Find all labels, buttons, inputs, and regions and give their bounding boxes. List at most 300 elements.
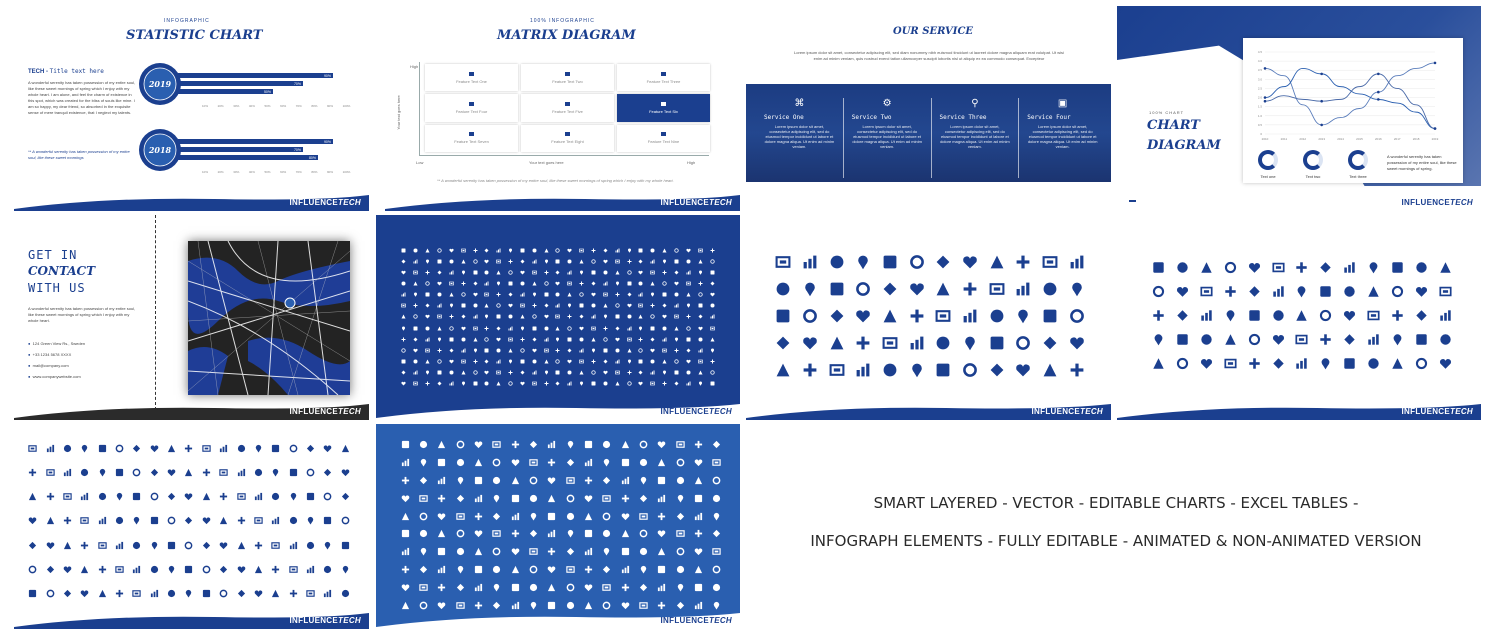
glyph-icon (434, 278, 446, 289)
contact-body: A wonderful serenity has taken possession of my entire soul, like these sweet mornings of spring which I enjoy with my whole heart. (28, 306, 136, 323)
glyph-icon (410, 367, 422, 378)
service-intro: Lorem ipsum dolor sit amet, consectetur adipiscing elit, sed diam nonummy nibh euismod tincidunt ut laoreet dolore magna aliquam erat volutpat. Ut wisi enim ad minim veniam, quis nostrud exerci tation ullamcorper suscipit lobortis nisl ut aliquip ex ea commodo consequat. Excepteur (794, 50, 1064, 61)
glyph-icon (671, 300, 683, 311)
x-tick-label: 2016 (1374, 137, 1382, 141)
glyph-icon (434, 267, 446, 278)
glyph-icon (1219, 327, 1243, 351)
glyph-icon (93, 533, 110, 557)
matrix-cell[interactable] (521, 125, 614, 152)
glyph-icon (588, 323, 600, 334)
glyph-icon (457, 334, 469, 345)
glyph-icon (706, 245, 718, 256)
glyph-icon (422, 245, 434, 256)
year-label: 2018 (148, 145, 172, 155)
glyph-icon (552, 245, 564, 256)
glyph-icon (635, 278, 647, 289)
glyph-icon (528, 356, 540, 367)
year-label: 2019 (148, 79, 172, 89)
glyph-icon (706, 356, 718, 367)
glyph-icon (552, 356, 564, 367)
glyph-icon (708, 561, 726, 579)
glyph-icon (576, 245, 588, 256)
glyph-icon (540, 334, 552, 345)
tick-label: 20% (217, 104, 224, 108)
icon-grid (398, 245, 718, 389)
glyph-icon (93, 460, 110, 484)
glyph-icon (611, 356, 623, 367)
glyph-icon (451, 561, 469, 579)
glyph-icon (1171, 327, 1195, 351)
glyph-icon (433, 543, 451, 561)
glyph-icon (903, 329, 930, 356)
y-tick-label: 2.5 (1257, 86, 1262, 91)
glyph-icon (434, 367, 446, 378)
glyph-icon (552, 267, 564, 278)
service-title: Service Four (1027, 114, 1071, 121)
glyph-icon (1290, 303, 1314, 327)
glyph-icon (451, 578, 469, 596)
glyph-icon (493, 300, 505, 311)
glyph-icon (528, 367, 540, 378)
glyph-icon (232, 509, 249, 533)
glyph-icon (903, 276, 930, 303)
glyph-icon (434, 334, 446, 345)
glyph-icon (653, 507, 671, 525)
glyph-icon (623, 289, 635, 300)
glyph-icon (598, 578, 616, 596)
glyph-icon (1314, 303, 1338, 327)
glyph-icon (653, 578, 671, 596)
glyph-icon (250, 509, 267, 533)
service-item[interactable] (843, 98, 931, 178)
slide-icons-blue[interactable] (376, 424, 740, 629)
glyph-icon (524, 454, 542, 472)
glyph-icon (616, 489, 634, 507)
glyph-icon (528, 323, 540, 334)
gauge (1298, 150, 1328, 184)
glyph-icon (1433, 279, 1457, 303)
tick-label: 60% (280, 170, 287, 174)
glyph-icon (433, 436, 451, 454)
glyph-icon (671, 454, 689, 472)
contact-website[interactable]: www.companywebsite.com (32, 374, 81, 379)
glyph-icon (850, 249, 877, 276)
glyph-icon (1266, 255, 1290, 279)
glyph-icon (552, 300, 564, 311)
glyph-icon (540, 345, 552, 356)
contact-email-row (28, 363, 69, 368)
glyph-icon (506, 561, 524, 579)
glyph-icon (128, 436, 145, 460)
glyph-icon (59, 557, 76, 581)
globe-icon: ● (28, 374, 31, 379)
glyph-icon (598, 543, 616, 561)
glyph-icon (797, 276, 824, 303)
glyph-icon (24, 533, 41, 557)
glyph-icon (576, 256, 588, 267)
matrix-cell-label: Feature Text Seven (454, 139, 489, 145)
glyph-icon (337, 533, 354, 557)
glyph-icon (1063, 249, 1090, 276)
glyph-icon (564, 289, 576, 300)
glyph-icon (1409, 279, 1433, 303)
glyph-icon (588, 256, 600, 267)
glyph-icon (671, 507, 689, 525)
glyph-icon (493, 367, 505, 378)
contact-email[interactable]: mail@company.com (32, 363, 69, 368)
glyph-icon (561, 561, 579, 579)
glyph-icon (797, 329, 824, 356)
glyph-icon (422, 278, 434, 289)
glyph-icon (146, 582, 163, 606)
glyph-icon (543, 578, 561, 596)
glyph-icon (1171, 351, 1195, 375)
glyph-icon (422, 378, 434, 389)
glyph-icon (588, 356, 600, 367)
glyph-icon (215, 485, 232, 509)
tick-label: 40% (248, 170, 255, 174)
icon-grid (1147, 255, 1457, 375)
glyph-icon (706, 311, 718, 322)
glyph-icon (445, 334, 457, 345)
matrix-kicker: 100% INFOGRAPHIC (530, 18, 595, 24)
glyph-icon (111, 460, 128, 484)
service-title: Service Two (851, 114, 892, 121)
glyph-icon (76, 485, 93, 509)
glyph-icon (41, 460, 58, 484)
feature-icon (661, 72, 666, 76)
glyph-icon (694, 334, 706, 345)
glyph-icon (576, 278, 588, 289)
glyph-icon (623, 300, 635, 311)
glyph-icon (877, 303, 904, 330)
glyph-icon (682, 300, 694, 311)
glyph-icon (770, 249, 797, 276)
glyph-icon (1171, 279, 1195, 303)
glyph-icon (540, 300, 552, 311)
x-tick-label: 2011 (1280, 137, 1288, 141)
glyph-icon (823, 356, 850, 383)
glyph-icon (671, 356, 683, 367)
glyph-icon (396, 489, 414, 507)
glyph-icon (445, 300, 457, 311)
slide-statistic-chart[interactable] (14, 6, 369, 211)
glyph-icon (635, 245, 647, 256)
glyph-icon (146, 533, 163, 557)
glyph-icon (540, 245, 552, 256)
statistic-tech-label: TECH - (28, 69, 48, 75)
matrix-cell[interactable] (521, 94, 614, 121)
glyph-icon (398, 289, 410, 300)
glyph-icon (506, 578, 524, 596)
glyph-icon (410, 289, 422, 300)
glyph-icon (493, 256, 505, 267)
glyph-icon (445, 289, 457, 300)
glyph-icon (250, 582, 267, 606)
glyph-icon (647, 300, 659, 311)
glyph-icon (682, 289, 694, 300)
glyph-icon (128, 582, 145, 606)
glyph-icon (1362, 351, 1386, 375)
glyph-icon (433, 507, 451, 525)
glyph-icon (1219, 279, 1243, 303)
glyph-icon (671, 378, 683, 389)
glyph-icon (517, 311, 529, 322)
glyph-icon (770, 356, 797, 383)
glyph-icon (434, 245, 446, 256)
y-tick-label: 3.5 (1257, 68, 1262, 73)
glyph-icon (445, 311, 457, 322)
glyph-icon (232, 533, 249, 557)
glyph-icon (579, 507, 597, 525)
glyph-icon (599, 245, 611, 256)
glyph-icon (611, 245, 623, 256)
glyph-icon (689, 472, 707, 490)
glyph-icon (337, 460, 354, 484)
glyph-icon (599, 256, 611, 267)
glyph-icon (469, 323, 481, 334)
glyph-icon (422, 323, 434, 334)
glyph-icon (469, 334, 481, 345)
gauge-label: Text three (1349, 174, 1367, 179)
glyph-icon (588, 367, 600, 378)
y-tick-label: 0 (1260, 132, 1262, 136)
glyph-icon (469, 345, 481, 356)
glyph-icon (414, 525, 432, 543)
glyph-icon (694, 289, 706, 300)
glyph-icon (1010, 249, 1037, 276)
matrix-cell[interactable] (425, 125, 518, 152)
glyph-icon (267, 582, 284, 606)
glyph-icon (506, 543, 524, 561)
glyph-icon (706, 256, 718, 267)
glyph-icon (250, 460, 267, 484)
glyph-icon (694, 323, 706, 334)
glyph-icon (671, 334, 683, 345)
glyph-icon (24, 557, 41, 581)
data-point (1434, 127, 1437, 130)
matrix-cell[interactable] (521, 64, 614, 91)
glyph-icon (540, 289, 552, 300)
glyph-icon (457, 256, 469, 267)
glyph-icon (469, 454, 487, 472)
glyph-icon (689, 454, 707, 472)
glyph-icon (579, 436, 597, 454)
glyph-icon (493, 334, 505, 345)
glyph-icon (146, 436, 163, 460)
glyph-icon (505, 367, 517, 378)
glyph-icon (653, 454, 671, 472)
glyph-icon (250, 557, 267, 581)
glyph-icon (434, 256, 446, 267)
glyph-icon (616, 561, 634, 579)
tick-label: 50% (264, 104, 271, 108)
matrix-cell-label: Feature Text Six (649, 108, 678, 114)
glyph-icon (488, 578, 506, 596)
glyph-icon (708, 489, 726, 507)
glyph-icon (451, 454, 469, 472)
matrix-cell[interactable] (425, 64, 518, 91)
glyph-icon (689, 525, 707, 543)
glyph-icon (198, 533, 215, 557)
glyph-icon (623, 367, 635, 378)
glyph-icon (616, 525, 634, 543)
glyph-icon (506, 436, 524, 454)
service-item[interactable] (931, 98, 1019, 178)
x-tick-label: 2013 (1318, 137, 1326, 141)
glyph-icon (398, 278, 410, 289)
glyph-icon (469, 267, 481, 278)
glyph-icon (616, 436, 634, 454)
contact-web-row (28, 374, 81, 379)
tick-label: 80% (311, 104, 318, 108)
glyph-icon (647, 245, 659, 256)
glyph-icon (302, 533, 319, 557)
slide-contact[interactable] (14, 215, 369, 420)
slide-matrix-diagram[interactable] (385, 6, 740, 211)
matrix-note: ** A wonderful serenity has taken possession of my entire soul, like these sweet mornings of spring which I enjoy with my whole heart. (437, 178, 674, 183)
glyph-icon (488, 489, 506, 507)
glyph-icon (611, 267, 623, 278)
gauge-ring (1258, 150, 1278, 170)
data-point (1264, 67, 1267, 70)
glyph-icon (93, 509, 110, 533)
tick-label: 50% (264, 170, 271, 174)
service-item[interactable] (1018, 98, 1106, 178)
glyph-icon (561, 507, 579, 525)
location-icon: ● (28, 341, 31, 346)
glyph-icon (457, 323, 469, 334)
glyph-icon (1195, 255, 1219, 279)
glyph-icon (267, 436, 284, 460)
data-point (1377, 73, 1380, 76)
slide-icons-health[interactable] (1117, 215, 1481, 420)
glyph-icon (481, 278, 493, 289)
glyph-icon (398, 345, 410, 356)
matrix-cell[interactable] (617, 125, 710, 152)
glyph-icon (1147, 303, 1171, 327)
glyph-icon (659, 367, 671, 378)
bar-value-label: 70% (293, 148, 301, 152)
slide-icons-web[interactable] (14, 424, 369, 629)
glyph-icon (653, 525, 671, 543)
glyph-icon (1266, 303, 1290, 327)
glyph-icon (505, 378, 517, 389)
slide-icons-business[interactable] (746, 215, 1111, 420)
glyph-icon (599, 311, 611, 322)
glyph-icon (250, 533, 267, 557)
glyph-icon (59, 436, 76, 460)
glyph-icon (414, 436, 432, 454)
matrix-cell[interactable] (617, 64, 710, 91)
tick-label: 90% (327, 170, 334, 174)
glyph-icon (422, 289, 434, 300)
glyph-icon (564, 367, 576, 378)
glyph-icon (457, 300, 469, 311)
bar (178, 73, 333, 78)
slide-our-service[interactable] (746, 6, 1111, 211)
glyph-icon (623, 334, 635, 345)
glyph-icon (528, 289, 540, 300)
glyph-icon (410, 267, 422, 278)
contact-line3: WITH US (28, 281, 86, 295)
glyph-icon (877, 276, 904, 303)
glyph-icon (469, 356, 481, 367)
tick-label: 20% (217, 170, 224, 174)
glyph-icon (59, 582, 76, 606)
glyph-icon (1385, 279, 1409, 303)
glyph-icon (517, 289, 529, 300)
glyph-icon (616, 454, 634, 472)
glyph-icon (505, 300, 517, 311)
glyph-icon (493, 245, 505, 256)
glyph-icon (598, 454, 616, 472)
glyph-icon (598, 507, 616, 525)
glyph-icon (528, 278, 540, 289)
glyph-icon (588, 267, 600, 278)
data-point (1320, 124, 1323, 127)
glyph-icon (708, 472, 726, 490)
glyph-icon (146, 557, 163, 581)
slide-icons-navy[interactable] (376, 215, 740, 420)
map-roads (188, 241, 350, 395)
glyph-icon (469, 436, 487, 454)
service-item[interactable] (756, 98, 843, 178)
glyph-icon (599, 356, 611, 367)
glyph-icon (543, 489, 561, 507)
glyph-icon (111, 557, 128, 581)
glyph-icon (180, 533, 197, 557)
glyph-icon (1063, 329, 1090, 356)
glyph-icon (635, 267, 647, 278)
glyph-icon (469, 561, 487, 579)
glyph-icon (451, 543, 469, 561)
glyph-icon (524, 561, 542, 579)
glyph-icon (659, 311, 671, 322)
statistic-subtitle (28, 68, 104, 75)
glyph-icon (576, 311, 588, 322)
glyph-icon (422, 356, 434, 367)
glyph-icon (59, 460, 76, 484)
gauge (1253, 150, 1283, 184)
tick-label: 70% (295, 104, 302, 108)
glyph-icon (93, 582, 110, 606)
matrix-cell[interactable] (617, 94, 710, 121)
matrix-cell-label: Feature Text Nine (647, 139, 680, 145)
statistic-note: ** A wonderful serenity has taken possession of my entire soul, like these sweet mornings (28, 149, 130, 160)
glyph-icon (410, 323, 422, 334)
glyph-icon (285, 533, 302, 557)
glyph-icon (1037, 249, 1064, 276)
glyph-icon (506, 525, 524, 543)
glyph-icon (433, 472, 451, 490)
glyph-icon (540, 267, 552, 278)
glyph-icon (1266, 279, 1290, 303)
glyph-icon (623, 345, 635, 356)
glyph-icon (588, 311, 600, 322)
matrix-cell[interactable] (425, 94, 518, 121)
slide-chart-diagram[interactable] (1117, 6, 1481, 211)
glyph-icon (579, 454, 597, 472)
glyph-icon (457, 367, 469, 378)
glyph-icon (422, 256, 434, 267)
glyph-icon (1010, 329, 1037, 356)
feature-icon (661, 132, 666, 136)
glyph-icon (59, 533, 76, 557)
glyph-icon (505, 267, 517, 278)
glyph-icon (957, 303, 984, 330)
glyph-icon (903, 356, 930, 383)
